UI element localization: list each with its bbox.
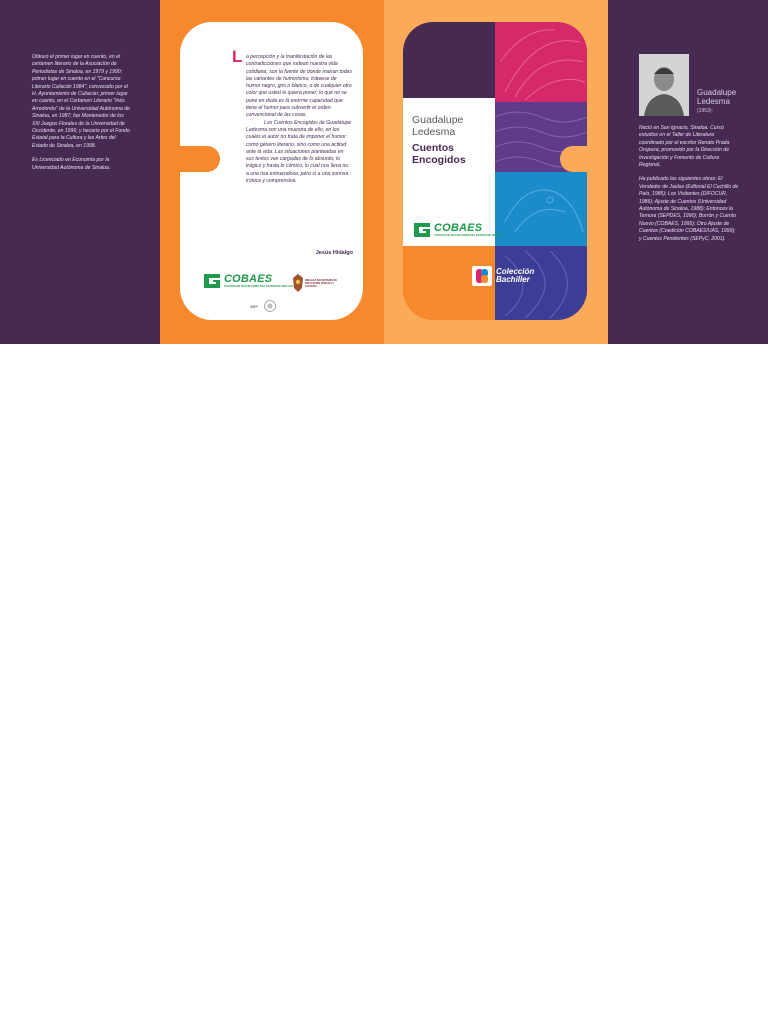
cobaes-wordmark: COBAES — [434, 222, 483, 234]
cobaes-mark-icon — [202, 272, 222, 290]
leaf-pattern-icon — [495, 22, 587, 102]
left-flap — [0, 0, 160, 344]
sep-label: SEP — [250, 303, 259, 309]
right-flap-paragraph: Ha publicado las siguientes obras: El Vendedor de Jaulas (Editorial El Cuchillo de Palo, 1985); Los Visitantes (DIFOCUR, 1986); Ajuste de Cuentos (Universidad Autónoma de Sinaloa, 1988); Entonces la Ternura (SEPDES, 1990); Borrón y Cuento Nuevo (COBAES, 1995); Otro Ajuste de Cuentos (Coedición COBAES/UAS, 1999); y Cuentos Pendientes (SEPyC, 2001). — [639, 176, 739, 242]
right-flap-text — [639, 125, 739, 250]
education-logo-text: SINALOA SECRETARÍA DE EDUCACIÓN PÚBLICA Y CULTURA — [305, 278, 337, 288]
cobaes-logo-front — [412, 221, 503, 239]
art-block-purple — [403, 22, 495, 98]
left-flap-paragraph: Es Licenciado en Economía por la Universidad Autónoma de Sinaloa. — [32, 157, 111, 171]
sinaloa-shield-icon — [293, 274, 303, 292]
front-cover-notch — [560, 146, 608, 172]
back-cover-text — [246, 54, 352, 185]
cobaes-wordmark: COBAES — [224, 273, 273, 285]
author-name: Guadalupe Ledesma — [697, 88, 737, 106]
cobaes-subtitle: COLEGIO DE BACHILLERES DEL ESTADO DE SINALOA — [224, 285, 294, 288]
author-portrait-icon — [639, 54, 689, 116]
collection-line-1: Colección — [496, 267, 535, 276]
cobaes-logo-back — [202, 272, 293, 290]
book-cover-spread — [0, 0, 768, 344]
back-cover-paragraph: Los Cuentos Encogidos de Guadalupe Ledesma son una muestra de ello, en los cuales el autor no trata de imponer el humor como género literario, sino como una actitud ante la vida. Las situaciones planteadas en sus textos van cargadas de lo absurdo, lo trágico y hasta lo cómico, lo cual nos lleva no a una risa estruendosa, pero sí a una sonrisa irónica y comprensiva. — [246, 119, 352, 185]
right-flap-paragraph: Nació en San Ignacio, Sinaloa. Cursó estudios en el Taller de Literatura coordinado por el escritor Renato Prada Oropeza, promovido por la Dirección de Investigación y Fomento de Cultura Regional. — [639, 125, 730, 169]
collection-line-2: Bachiller — [496, 275, 530, 284]
back-cover-notch — [160, 146, 220, 172]
art-block-pink — [495, 22, 587, 102]
collection-badge — [472, 266, 534, 286]
national-seal-icon — [264, 300, 276, 312]
art-block-blue — [495, 172, 587, 246]
back-cover-paragraph: a percepción y la manifestación de las contradicciones que rodean nuestra vida cotidiana, son la fuente de donde manan todas las variantes de humorismo, tráteese de humor negro, gris o blanco, o de cualquier otro color que usted le quiera poner; lo que no se pone en duda es la enorme capacidad que tiene el humor para subvertir el orden convencional de las cosas. — [246, 54, 352, 119]
sep-logos — [250, 300, 276, 312]
drop-cap: L — [232, 47, 243, 66]
collection-logo-icon — [472, 266, 492, 286]
cover-title: Cuentos Encogidos — [412, 142, 466, 166]
cobaes-subtitle: COLEGIO DE BACHILLERES DEL ESTADO DE SINALOA — [434, 234, 504, 237]
left-flap-paragraph: Obtuvo el primer lugar en cuento, en el certamen literario de la Asociación de Periodistas de Sinaloa, en 1979 y 1990; primer lugar en cuento en el "Concurso Literario Culiacán 1984", convocado por el H. Ayuntamiento de Culiacán; primer lugar en cuento, en el Certamen Literario "Inés Arredondo" de la Universidad Autónoma de Sinaloa, en 1987; fue Montenedor de los XIII Juegos Florales de la Universidad de Occidente, en 1996; y becario por el Fondo Estatal para la Cultura y las Artes del Estado de Sinaloa, en 1998. — [32, 54, 130, 149]
author-photo — [639, 54, 689, 116]
author-years: (1953)- — [697, 108, 714, 114]
signature: Jesús Hidalgo — [315, 250, 353, 256]
cobaes-mark-icon — [412, 221, 432, 239]
education-secretariat-logo — [293, 274, 345, 292]
left-flap-text — [32, 54, 132, 179]
cover-author: Guadalupe Ledesma — [412, 114, 464, 138]
bird-pattern-icon — [495, 172, 587, 246]
